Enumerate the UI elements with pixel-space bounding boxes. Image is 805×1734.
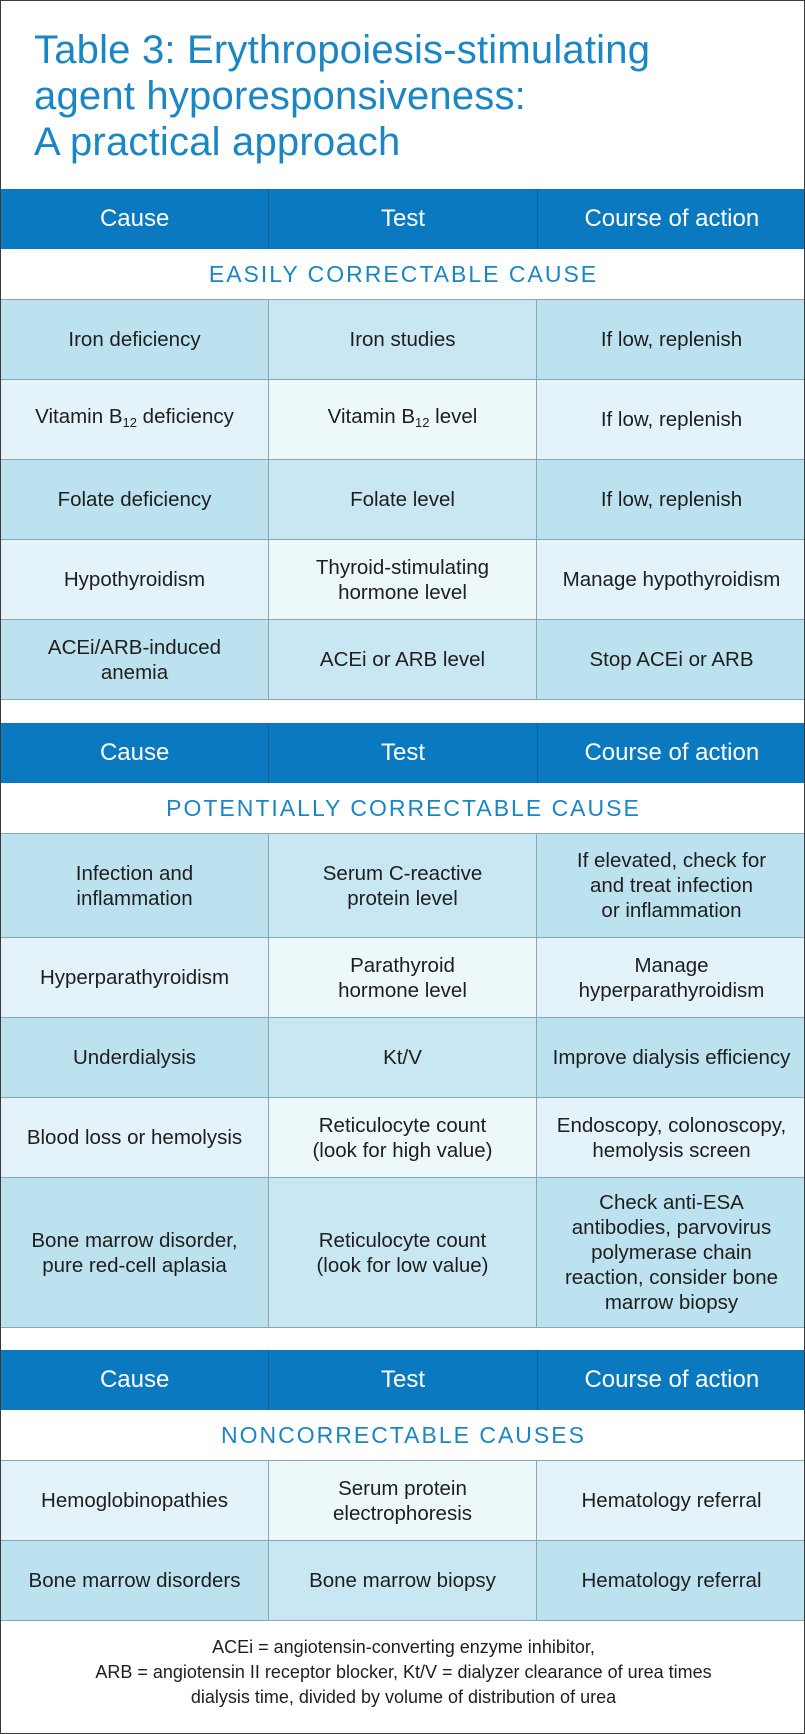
footnote-line-3: dialysis time, divided by volume of distribution of urea (190, 1687, 617, 1707)
cause-cell: Infection and inflammation (1, 834, 269, 937)
action-cell: Endoscopy, colonoscopy, hemolysis screen (537, 1098, 805, 1177)
table-row (1, 300, 805, 380)
test-cell: Serum C-reactive protein level (269, 834, 537, 937)
table-row (1, 1461, 805, 1541)
header-row (1, 723, 805, 783)
cause-cell: Iron deficiency (1, 300, 269, 379)
header-cause: Cause (1, 723, 269, 783)
cause-cell: Hemoglobinopathies (1, 1461, 269, 1540)
footnote (1, 1635, 805, 1710)
cause-cell: Hypothyroidism (1, 540, 269, 619)
table-row (1, 1098, 805, 1178)
cause-cell (1, 380, 269, 459)
cause-cell: ACEi/ARB-induced anemia (1, 620, 269, 699)
action-cell: Hematology referral (537, 1541, 805, 1620)
test-cell: Serum protein electrophoresis (269, 1461, 537, 1540)
test-cell: Reticulocyte count (look for low value) (269, 1178, 537, 1327)
test-cell: Kt/V (269, 1018, 537, 1097)
test-cell: Iron studies (269, 300, 537, 379)
test-subscript: 12 (415, 415, 430, 430)
header-action: Course of action (584, 205, 760, 232)
action-cell: If elevated, check for and treat infection or inflammation (537, 834, 805, 937)
cause-cell: Bone marrow disorder, pure red-cell aplasia (1, 1178, 269, 1327)
table-row (1, 938, 805, 1018)
action-cell: Improve dialysis efficiency (537, 1018, 805, 1097)
action-cell: Manage hypothyroidism (537, 540, 805, 619)
table-title (34, 27, 774, 165)
header-test: Test (269, 723, 537, 783)
title-line-2: agent hyporesponsiveness: (34, 74, 526, 118)
cause-subscript: 12 (122, 415, 137, 430)
table-row (1, 620, 805, 700)
table-row (1, 540, 805, 620)
table-row (1, 1541, 805, 1621)
title-line-3: A practical approach (34, 120, 401, 164)
test-cell: Thyroid-stimulating hormone level (269, 540, 537, 619)
cause-cell: Folate deficiency (1, 460, 269, 539)
cause-text-end: deficiency (136, 405, 234, 428)
test-text-end: level (429, 405, 478, 428)
test-cell: Bone marrow biopsy (269, 1541, 537, 1620)
action-cell: If low, replenish (537, 300, 805, 379)
action-cell: Manage hyperparathyroidism (537, 938, 805, 1017)
category-label: EASILY CORRECTABLE CAUSE (1, 249, 805, 300)
test-cell (269, 380, 537, 459)
table-row (1, 380, 805, 460)
header-cause: Cause (1, 1350, 269, 1410)
test-cell: Reticulocyte count (look for high value) (269, 1098, 537, 1177)
action-cell: Stop ACEi or ARB (537, 620, 805, 699)
table-row (1, 1178, 805, 1328)
category-label: POTENTIALLY CORRECTABLE CAUSE (1, 783, 805, 834)
header-test: Test (269, 1350, 537, 1410)
action-cell: If low, replenish (537, 380, 805, 459)
table-row (1, 1018, 805, 1098)
test-cell: ACEi or ARB level (269, 620, 537, 699)
header-row (1, 189, 805, 249)
cause-cell: Blood loss or hemolysis (1, 1098, 269, 1177)
action-cell: If low, replenish (537, 460, 805, 539)
table-row (1, 460, 805, 540)
cause-cell: Bone marrow disorders (1, 1541, 269, 1620)
header-action: Course of action (584, 1366, 760, 1393)
section-noncorrectable (1, 1350, 805, 1621)
test-text: Vitamin B (327, 405, 416, 428)
section-easily-correctable (1, 189, 805, 700)
footnote-line-2: ARB = angiotensin II receptor blocker, Kt/V = dialyzer clearance of urea times (95, 1662, 712, 1682)
table-row (1, 834, 805, 938)
category-label: NONCORRECTABLE CAUSES (1, 1410, 805, 1461)
header-cause: Cause (1, 189, 269, 249)
header-action: Course of action (584, 739, 760, 766)
title-line-1: Table 3: Erythropoiesis-stimulating (34, 28, 651, 72)
cause-cell: Hyperparathyroidism (1, 938, 269, 1017)
action-cell: Check anti-ESA antibodies, parvovirus polymerase chain reaction, consider bone marrow biopsy (537, 1178, 805, 1327)
footnote-line-1: ACEi = angiotensin-converting enzyme inhibitor, (212, 1637, 595, 1657)
action-cell: Hematology referral (537, 1461, 805, 1540)
header-test: Test (269, 189, 537, 249)
test-cell: Parathyroid hormone level (269, 938, 537, 1017)
section-potentially-correctable (1, 723, 805, 1328)
header-row (1, 1350, 805, 1410)
cause-cell: Underdialysis (1, 1018, 269, 1097)
cause-text: Vitamin B (35, 405, 123, 428)
test-cell: Folate level (269, 460, 537, 539)
